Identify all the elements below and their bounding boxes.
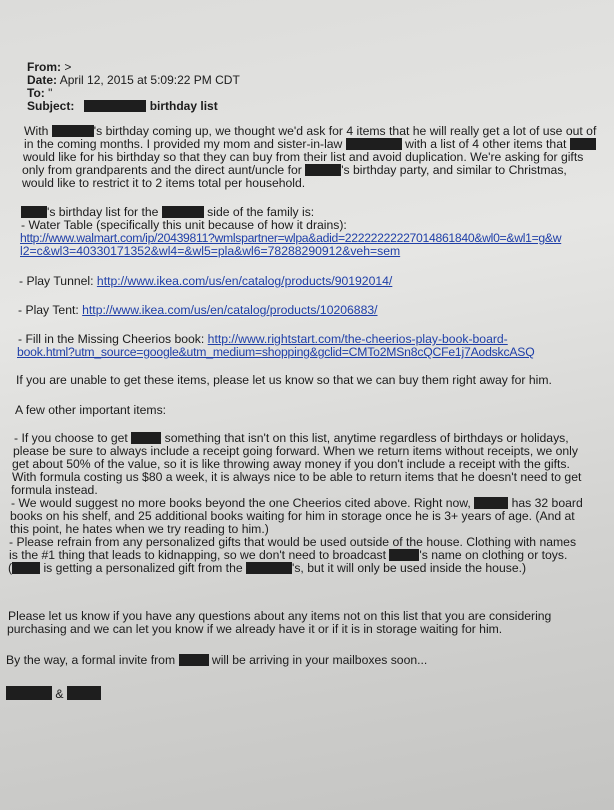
list-title: 's birthday list for the side of the family is: — [21, 206, 314, 219]
redaction — [474, 497, 508, 509]
redaction — [305, 164, 341, 176]
ikea-tunnel-link[interactable]: http://www.ikea.com/us/en/catalog/products/90192014/ — [96, 274, 393, 288]
redaction — [67, 686, 101, 700]
note-1-line-2: please be sure to always include a receipt going forward. When we return items without receipts, we only — [13, 444, 578, 458]
redaction — [389, 549, 419, 561]
intro-line-5: would like to restrict it to 2 items total per household. — [22, 176, 306, 190]
redaction — [131, 432, 161, 444]
note-3-line-3: ( is getting a personalized gift from the 's, but it will only be used inside the house.) — [8, 561, 527, 575]
closing-line-2: purchasing and we can let you know if we already have it or if it is in storage waiting for him. — [7, 622, 503, 636]
rightstart-link-cont[interactable]: book.html?utm_source=google&utm_medium=shopping&gclid=CMTo2MSn8cQCFe1j7AodskcASQ — [17, 345, 535, 359]
unable-paragraph: If you are unable to get these items, please let us know so that we can buy them right away for him. — [16, 373, 552, 387]
note-3-line-2: is the #1 thing that leads to kidnapping, so we don't need to broadcast 's name on clothing or toys. — [9, 548, 568, 562]
note-1-line-3: get about 50% of the value, so it is like throwing away money if you don't include a receipt with the gifts. — [12, 457, 570, 471]
cheerios-book-item: - Fill in the Missing Cheerios book: http://www.rightstart.com/the-cheerios-play-book-board- — [18, 332, 508, 346]
date-line: Date: April 12, 2015 at 5:09:22 PM CDT — [27, 73, 240, 87]
walmart-link-cont[interactable]: l2=c&wl3=40330171352&wl4=&wl5=pla&wl6=78288290912&veh=sem — [20, 244, 401, 258]
redaction — [21, 206, 47, 218]
redaction — [346, 138, 402, 150]
to-line: To: " — [27, 86, 53, 100]
note-1-line-1: - If you choose to get something that isn't on this list, anytime regardless of birthdays or holidays, — [14, 431, 569, 445]
intro-line-4: only from grandparents and the direct aunt/uncle for 's birthday party, and similar to Christmas, — [22, 163, 567, 177]
invite-line: By the way, a formal invite from will be arriving in your mailboxes soon... — [6, 653, 428, 667]
intro-line-1: With 's birthday coming up, we thought we'd ask for 4 items that he will really get a lot of use out of — [24, 124, 597, 138]
note-1-line-5: formula instead. — [11, 483, 98, 497]
signature: & — [6, 686, 101, 701]
redaction — [84, 100, 146, 112]
note-2-line-2: books on his shelf, and 25 additional books waiting for him in storage once he is 3+ years of age. (And at — [10, 509, 575, 523]
intro-line-3: would like for his birthday so that they can buy from their list and avoid duplication. We're asking for gifts — [23, 150, 584, 164]
intro-line-2: in the coming months. I provided my mom and sister-in-law with a list of 4 other items that — [24, 138, 596, 151]
from-line: From: > — [27, 60, 72, 74]
few-other-heading: A few other important items: — [15, 403, 167, 417]
subject-line: Subject: birthday list — [27, 99, 218, 113]
rightstart-link[interactable]: http://www.rightstart.com/the-cheerios-play-book-board- — [207, 332, 508, 346]
redaction — [179, 654, 209, 666]
play-tunnel-item: - Play Tunnel: http://www.ikea.com/us/en/catalog/products/90192014/ — [19, 274, 393, 288]
redaction — [12, 562, 40, 574]
note-1-line-4: With formula costing us $80 a week, it is always nice to be able to return items that he doesn't need to get — [12, 470, 582, 484]
water-table-item: - Water Table (specifically this unit because of how it drains): — [21, 218, 347, 232]
closing-line-1: Please let us know if you have any questions about any items not on this list that you are considering — [8, 609, 552, 623]
play-tent-item: - Play Tent: http://www.ikea.com/us/en/catalog/products/10206883/ — [18, 303, 378, 317]
redaction — [6, 686, 52, 700]
ikea-tent-link[interactable]: http://www.ikea.com/us/en/catalog/products/10206883/ — [82, 303, 378, 317]
note-2-line-3: this point, he hates when we try reading to him.) — [10, 522, 269, 536]
redaction — [246, 562, 292, 574]
note-2-line-1: - We would suggest no more books beyond the one Cheerios cited above. Right now, has 32 board — [11, 496, 583, 510]
walmart-link[interactable]: http://www.walmart.com/ip/20439811?wmlspartner=wlpa&adid=22222222227014861840&wl0=&wl1=g&w — [20, 231, 562, 245]
note-3-line-1: - Please refrain from any personalized gifts that would be used outside of the house. Clothing with names — [9, 535, 577, 549]
redaction — [52, 125, 94, 137]
redaction — [162, 206, 204, 218]
redaction — [570, 138, 596, 150]
